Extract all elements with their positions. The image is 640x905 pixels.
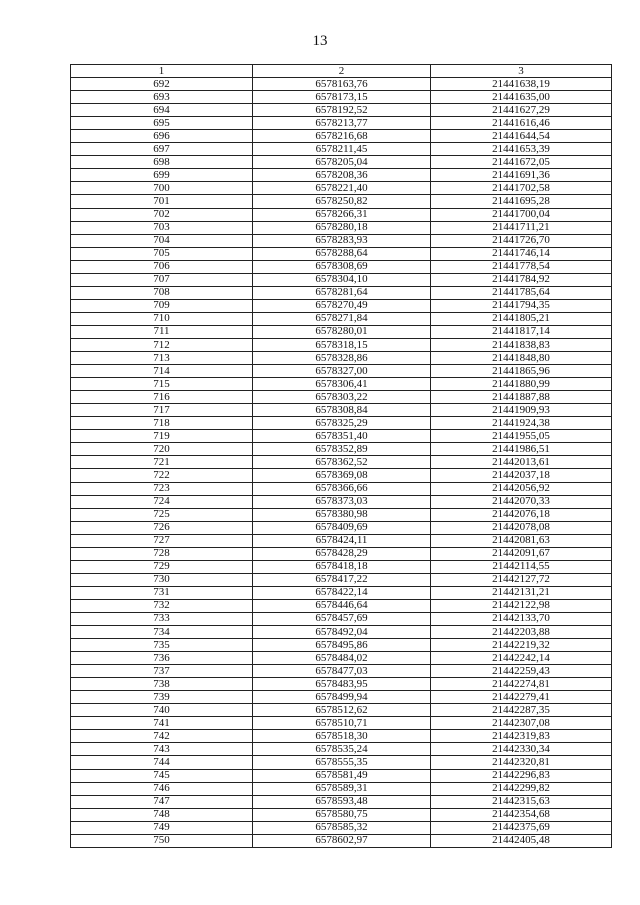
point-number-cell: 719	[71, 430, 253, 443]
table-row	[71, 195, 612, 208]
table-row	[71, 730, 612, 743]
point-number-cell: 694	[71, 104, 253, 117]
column-header-x: 2	[253, 65, 431, 78]
x-coordinate-cell: 6578585,32	[253, 821, 431, 834]
x-coordinate-cell: 6578369,08	[253, 469, 431, 482]
point-number-cell: 697	[71, 143, 253, 156]
x-coordinate-cell: 6578192,52	[253, 104, 431, 117]
coordinates-table	[70, 64, 612, 848]
x-coordinate-cell: 6578308,84	[253, 404, 431, 417]
x-coordinate-cell: 6578499,94	[253, 691, 431, 704]
y-coordinate-cell: 21442279,41	[431, 691, 612, 704]
point-number-cell: 736	[71, 652, 253, 665]
x-coordinate-cell: 6578327,00	[253, 365, 431, 378]
y-coordinate-cell: 21442319,83	[431, 730, 612, 743]
page-number: 13	[312, 33, 328, 49]
x-coordinate-cell: 6578580,75	[253, 808, 431, 821]
table-row	[71, 521, 612, 534]
x-coordinate-cell: 6578208,36	[253, 169, 431, 182]
point-number-cell: 744	[71, 756, 253, 769]
x-coordinate-cell: 6578409,69	[253, 521, 431, 534]
x-coordinate-cell: 6578495,86	[253, 639, 431, 652]
y-coordinate-cell: 21442013,61	[431, 456, 612, 469]
y-coordinate-cell: 21441924,38	[431, 417, 612, 430]
x-coordinate-cell: 6578602,97	[253, 834, 431, 847]
x-coordinate-cell: 6578283,93	[253, 234, 431, 247]
point-number-cell: 734	[71, 626, 253, 639]
x-coordinate-cell: 6578163,76	[253, 78, 431, 91]
y-coordinate-cell: 21441700,04	[431, 208, 612, 221]
y-coordinate-cell: 21441635,00	[431, 91, 612, 104]
x-coordinate-cell: 6578477,03	[253, 665, 431, 678]
x-coordinate-cell: 6578205,04	[253, 156, 431, 169]
table-row	[71, 456, 612, 469]
table-row	[71, 312, 612, 325]
point-number-cell: 749	[71, 821, 253, 834]
x-coordinate-cell: 6578457,69	[253, 612, 431, 625]
y-coordinate-cell: 21441746,14	[431, 247, 612, 260]
table-row	[71, 247, 612, 260]
y-coordinate-cell: 21442330,34	[431, 743, 612, 756]
x-coordinate-cell: 6578535,24	[253, 743, 431, 756]
x-coordinate-cell: 6578280,18	[253, 221, 431, 234]
x-coordinate-cell: 6578216,68	[253, 130, 431, 143]
y-coordinate-cell: 21442307,08	[431, 717, 612, 730]
x-coordinate-cell: 6578518,30	[253, 730, 431, 743]
table-row	[71, 652, 612, 665]
y-coordinate-cell: 21442122,98	[431, 599, 612, 612]
y-coordinate-cell: 21441909,93	[431, 404, 612, 417]
y-coordinate-cell: 21442203,88	[431, 626, 612, 639]
x-coordinate-cell: 6578492,04	[253, 626, 431, 639]
y-coordinate-cell: 21441805,21	[431, 312, 612, 325]
y-coordinate-cell: 21442219,32	[431, 639, 612, 652]
point-number-cell: 696	[71, 130, 253, 143]
table-row	[71, 299, 612, 312]
point-number-cell: 739	[71, 691, 253, 704]
point-number-cell: 745	[71, 769, 253, 782]
x-coordinate-cell: 6578288,64	[253, 247, 431, 260]
point-number-cell: 732	[71, 599, 253, 612]
point-number-cell: 700	[71, 182, 253, 195]
table-row	[71, 221, 612, 234]
table-row	[71, 639, 612, 652]
table-row	[71, 808, 612, 821]
table-body	[71, 78, 612, 848]
y-coordinate-cell: 21441644,54	[431, 130, 612, 143]
y-coordinate-cell: 21442299,82	[431, 782, 612, 795]
table-row	[71, 626, 612, 639]
y-coordinate-cell: 21441880,99	[431, 378, 612, 391]
x-coordinate-cell: 6578250,82	[253, 195, 431, 208]
table-row	[71, 391, 612, 404]
table-row	[71, 130, 612, 143]
table-row	[71, 573, 612, 586]
x-coordinate-cell: 6578446,64	[253, 599, 431, 612]
x-coordinate-cell: 6578424,11	[253, 534, 431, 547]
table-row	[71, 417, 612, 430]
y-coordinate-cell: 21441848,80	[431, 352, 612, 365]
table-row	[71, 508, 612, 521]
point-number-cell: 726	[71, 521, 253, 534]
point-number-cell: 748	[71, 808, 253, 821]
x-coordinate-cell: 6578380,98	[253, 508, 431, 521]
y-coordinate-cell: 21441691,36	[431, 169, 612, 182]
x-coordinate-cell: 6578362,52	[253, 456, 431, 469]
point-number-cell: 733	[71, 612, 253, 625]
point-number-cell: 746	[71, 782, 253, 795]
table-row	[71, 260, 612, 273]
table-row	[71, 404, 612, 417]
point-number-cell: 727	[71, 534, 253, 547]
x-coordinate-cell: 6578318,15	[253, 338, 431, 351]
table-row	[71, 704, 612, 717]
point-number-cell: 721	[71, 456, 253, 469]
x-coordinate-cell: 6578325,29	[253, 417, 431, 430]
point-number-cell: 712	[71, 338, 253, 351]
point-number-cell: 716	[71, 391, 253, 404]
y-coordinate-cell: 21441778,54	[431, 260, 612, 273]
table-header	[71, 65, 612, 78]
point-number-cell: 725	[71, 508, 253, 521]
y-coordinate-cell: 21442354,68	[431, 808, 612, 821]
point-number-cell: 699	[71, 169, 253, 182]
table-row	[71, 117, 612, 130]
y-coordinate-cell: 21442081,63	[431, 534, 612, 547]
point-number-cell: 709	[71, 299, 253, 312]
point-number-cell: 704	[71, 234, 253, 247]
point-number-cell: 710	[71, 312, 253, 325]
y-coordinate-cell: 21441887,88	[431, 391, 612, 404]
table-row	[71, 691, 612, 704]
y-coordinate-cell: 21442070,33	[431, 495, 612, 508]
point-number-cell: 707	[71, 273, 253, 286]
column-header-y: 3	[431, 65, 612, 78]
y-coordinate-cell: 21442315,63	[431, 795, 612, 808]
y-coordinate-cell: 21442274,81	[431, 678, 612, 691]
y-coordinate-cell: 21442131,21	[431, 586, 612, 599]
table-row	[71, 743, 612, 756]
point-number-cell: 729	[71, 560, 253, 573]
point-number-cell: 698	[71, 156, 253, 169]
x-coordinate-cell: 6578512,62	[253, 704, 431, 717]
point-number-cell: 735	[71, 639, 253, 652]
point-number-cell: 738	[71, 678, 253, 691]
table-row	[71, 378, 612, 391]
y-coordinate-cell: 21442127,72	[431, 573, 612, 586]
x-coordinate-cell: 6578484,02	[253, 652, 431, 665]
y-coordinate-cell: 21442037,18	[431, 469, 612, 482]
y-coordinate-cell: 21441817,14	[431, 325, 612, 338]
table-row	[71, 534, 612, 547]
table-row	[71, 469, 612, 482]
table-row	[71, 443, 612, 456]
point-number-cell: 713	[71, 352, 253, 365]
y-coordinate-cell: 21442259,43	[431, 665, 612, 678]
point-number-cell: 750	[71, 834, 253, 847]
y-coordinate-cell: 21442133,70	[431, 612, 612, 625]
y-coordinate-cell: 21442078,08	[431, 521, 612, 534]
table-row	[71, 547, 612, 560]
table-row	[71, 286, 612, 299]
point-number-cell: 708	[71, 286, 253, 299]
table-row	[71, 586, 612, 599]
x-coordinate-cell: 6578589,31	[253, 782, 431, 795]
table-row	[71, 104, 612, 117]
x-coordinate-cell: 6578213,77	[253, 117, 431, 130]
table-row	[71, 612, 612, 625]
y-coordinate-cell: 21441702,58	[431, 182, 612, 195]
table-row	[71, 599, 612, 612]
point-number-cell: 720	[71, 443, 253, 456]
x-coordinate-cell: 6578593,48	[253, 795, 431, 808]
point-number-cell: 723	[71, 482, 253, 495]
x-coordinate-cell: 6578173,15	[253, 91, 431, 104]
x-coordinate-cell: 6578306,41	[253, 378, 431, 391]
point-number-cell: 692	[71, 78, 253, 91]
point-number-cell: 742	[71, 730, 253, 743]
y-coordinate-cell: 21441794,35	[431, 299, 612, 312]
x-coordinate-cell: 6578280,01	[253, 325, 431, 338]
y-coordinate-cell: 21441838,83	[431, 338, 612, 351]
x-coordinate-cell: 6578304,10	[253, 273, 431, 286]
point-number-cell: 695	[71, 117, 253, 130]
point-number-cell: 714	[71, 365, 253, 378]
point-number-cell: 741	[71, 717, 253, 730]
x-coordinate-cell: 6578428,29	[253, 547, 431, 560]
point-number-cell: 728	[71, 547, 253, 560]
table-row	[71, 91, 612, 104]
y-coordinate-cell: 21441785,64	[431, 286, 612, 299]
table-row	[71, 143, 612, 156]
point-number-cell: 737	[71, 665, 253, 678]
table-row	[71, 717, 612, 730]
x-coordinate-cell: 6578373,03	[253, 495, 431, 508]
y-coordinate-cell: 21441616,46	[431, 117, 612, 130]
point-number-cell: 743	[71, 743, 253, 756]
point-number-cell: 718	[71, 417, 253, 430]
point-number-cell: 702	[71, 208, 253, 221]
table-row	[71, 821, 612, 834]
x-coordinate-cell: 6578422,14	[253, 586, 431, 599]
table-row	[71, 365, 612, 378]
y-coordinate-cell: 21442287,35	[431, 704, 612, 717]
table-row	[71, 665, 612, 678]
table-row	[71, 234, 612, 247]
x-coordinate-cell: 6578270,49	[253, 299, 431, 312]
table-row	[71, 495, 612, 508]
y-coordinate-cell: 21441638,19	[431, 78, 612, 91]
x-coordinate-cell: 6578352,89	[253, 443, 431, 456]
table-row	[71, 273, 612, 286]
point-number-cell: 731	[71, 586, 253, 599]
x-coordinate-cell: 6578266,31	[253, 208, 431, 221]
y-coordinate-cell: 21441726,70	[431, 234, 612, 247]
x-coordinate-cell: 6578581,49	[253, 769, 431, 782]
point-number-cell: 717	[71, 404, 253, 417]
point-number-cell: 724	[71, 495, 253, 508]
x-coordinate-cell: 6578418,18	[253, 560, 431, 573]
y-coordinate-cell: 21441865,96	[431, 365, 612, 378]
point-number-cell: 747	[71, 795, 253, 808]
x-coordinate-cell: 6578555,35	[253, 756, 431, 769]
table-row	[71, 169, 612, 182]
y-coordinate-cell: 21441711,21	[431, 221, 612, 234]
table-row	[71, 769, 612, 782]
point-number-cell: 703	[71, 221, 253, 234]
x-coordinate-cell: 6578483,95	[253, 678, 431, 691]
x-coordinate-cell: 6578271,84	[253, 312, 431, 325]
table-row	[71, 834, 612, 847]
table-row	[71, 325, 612, 338]
table-row	[71, 430, 612, 443]
x-coordinate-cell: 6578281,64	[253, 286, 431, 299]
x-coordinate-cell: 6578308,69	[253, 260, 431, 273]
table-row	[71, 338, 612, 351]
y-coordinate-cell: 21441653,39	[431, 143, 612, 156]
y-coordinate-cell: 21442242,14	[431, 652, 612, 665]
header-row	[71, 65, 612, 78]
x-coordinate-cell: 6578221,40	[253, 182, 431, 195]
y-coordinate-cell: 21441627,29	[431, 104, 612, 117]
table-row	[71, 208, 612, 221]
point-number-cell: 706	[71, 260, 253, 273]
y-coordinate-cell: 21442091,67	[431, 547, 612, 560]
table-row	[71, 482, 612, 495]
y-coordinate-cell: 21441695,28	[431, 195, 612, 208]
x-coordinate-cell: 6578510,71	[253, 717, 431, 730]
x-coordinate-cell: 6578328,86	[253, 352, 431, 365]
table-row	[71, 782, 612, 795]
point-number-cell: 740	[71, 704, 253, 717]
column-header-point-number: 1	[71, 65, 253, 78]
point-number-cell: 722	[71, 469, 253, 482]
y-coordinate-cell: 21441955,05	[431, 430, 612, 443]
table-row	[71, 756, 612, 769]
table-row	[71, 795, 612, 808]
y-coordinate-cell: 21442114,55	[431, 560, 612, 573]
point-number-cell: 730	[71, 573, 253, 586]
y-coordinate-cell: 21442405,48	[431, 834, 612, 847]
x-coordinate-cell: 6578211,45	[253, 143, 431, 156]
y-coordinate-cell: 21441986,51	[431, 443, 612, 456]
table-row	[71, 78, 612, 91]
table-row	[71, 560, 612, 573]
x-coordinate-cell: 6578351,40	[253, 430, 431, 443]
point-number-cell: 715	[71, 378, 253, 391]
point-number-cell: 705	[71, 247, 253, 260]
y-coordinate-cell: 21441784,92	[431, 273, 612, 286]
x-coordinate-cell: 6578303,22	[253, 391, 431, 404]
y-coordinate-cell: 21442076,18	[431, 508, 612, 521]
point-number-cell: 693	[71, 91, 253, 104]
y-coordinate-cell: 21442320,81	[431, 756, 612, 769]
y-coordinate-cell: 21441672,05	[431, 156, 612, 169]
table-row	[71, 156, 612, 169]
table-row	[71, 352, 612, 365]
y-coordinate-cell: 21442056,92	[431, 482, 612, 495]
x-coordinate-cell: 6578417,22	[253, 573, 431, 586]
table-row	[71, 182, 612, 195]
point-number-cell: 701	[71, 195, 253, 208]
y-coordinate-cell: 21442375,69	[431, 821, 612, 834]
point-number-cell: 711	[71, 325, 253, 338]
x-coordinate-cell: 6578366,66	[253, 482, 431, 495]
table-row	[71, 678, 612, 691]
y-coordinate-cell: 21442296,83	[431, 769, 612, 782]
